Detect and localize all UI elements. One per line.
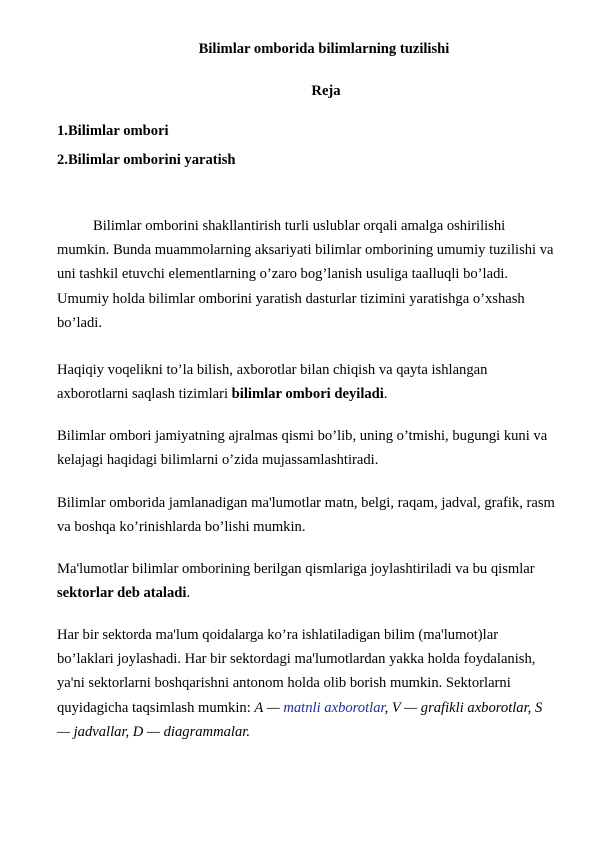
paragraph-intro-text: Bilimlar omborini shakllantirish turli uslublar orqali amalga oshirilishi mumkin. Bunda muammolarning aksariyati bilimlar omborining umumiy tuzilishi va uni tashkil etuvchi elementlarning o’zaro bog’lanish usuliga taalluqli bo’ladi. Umumiy holda bilimlar omborini yaratish dasturlar tizimini yaratishga o’xshash bo’ladi. [57, 218, 554, 331]
plan-item-2: 2.Bilimlar omborini yaratish [57, 152, 236, 168]
paragraph-sectors [57, 557, 557, 605]
sector-a-label: A — [254, 699, 284, 716]
paragraph-data-types [57, 491, 557, 539]
paragraph-society-text: Bilimlar ombori jamiyatning ajralmas qismi bo’lib, uning o’tmishi, bugungi kuni va kelajagi haqidagi bilimlarni o’zida mujassamlashtiradi. [57, 428, 548, 469]
paragraph-data-types-text: Bilimlar omborida jamlanadigan ma'lumotlar matn, belgi, raqam, jadval, grafik, rasm va boshqa ko’rinishlarda bo’lishi mumkin. [57, 495, 555, 536]
sector-a-matnli-axborotlar: matnli axborotlar [283, 699, 385, 716]
paragraph-intro [57, 214, 557, 335]
paragraph-sector-division-text: Har bir sektorda ma'lum qoidalarga ko’ra ishlatiladigan bilim (ma'lumot)lar bo’laklari joylashadi. Har bir sektordagi ma'lumotlardan yakka holda foydalanish, ya'ni sektorlarni boshqarishni antonom holda olib borish mumkin. Sektorlarni quyidagicha taqsimlash mumkin: [57, 627, 536, 716]
document-title: Bilimlar omborida bilimlarning tuzilishi [198, 41, 450, 57]
paragraph-definition [57, 358, 557, 406]
term-bilimlar-ombori: bilimlar ombori deyiladi [231, 386, 384, 403]
term-sektorlar: sektorlar deb ataladi [57, 585, 187, 602]
paragraph-definition-text: Haqiqiy voqelikni to’la bilish, axborotlar bilan chiqish va qayta ishlangan axborotlarni saqlash tizimlari [57, 362, 488, 403]
paragraph-sector-division [57, 623, 557, 744]
paragraph-sectors-end: . [186, 585, 191, 602]
sector-list-rest: , V — grafikli axborotlar, S — jadvallar, D — diagrammalar. [57, 699, 543, 740]
paragraph-sectors-text: Ma'lumotlar bilimlar omborining berilgan qismlariga joylashtiriladi va bu qismlar [57, 561, 535, 577]
plan-item-1: 1.Bilimlar ombori [57, 123, 169, 139]
paragraph-society [57, 424, 557, 472]
paragraph-definition-end: . [383, 386, 388, 403]
plan-heading: Reja [311, 83, 341, 99]
